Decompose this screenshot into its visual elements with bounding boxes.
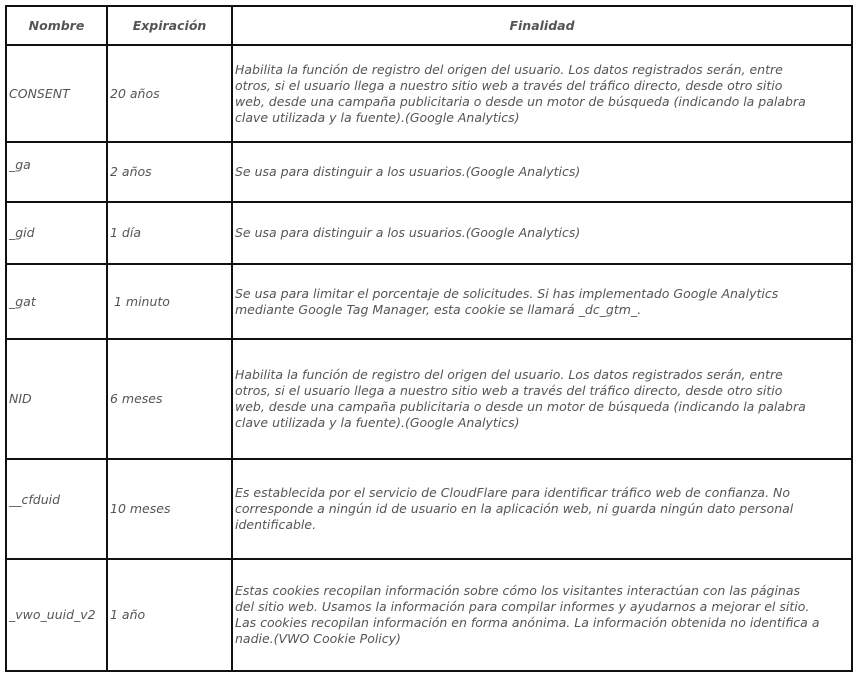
- cookie-name: __cfduid: [6, 459, 107, 559]
- cookie-expiration: 2 años: [107, 142, 232, 202]
- purpose-line: clave utilizada y la fuente).(Google Analytics): [235, 415, 520, 430]
- purpose-line: web, desde una campaña publicitaria o desde un motor de búsqueda (indicando la palabra: [235, 399, 806, 414]
- purpose-line: otros, si el usuario llega a nuestro sitio web a través del tráfico directo, desde otro sitio: [235, 383, 783, 398]
- table-row: [6, 559, 852, 671]
- cookie-purpose: [232, 339, 852, 459]
- cookie-expiration: 10 meses: [107, 459, 232, 559]
- purpose-line: del sitio web. Usamos la información para compilar informes y ayudarnos a mejorar el sitio.: [235, 599, 810, 614]
- cookie-name: NID: [6, 339, 107, 459]
- purpose-line: Se usa para limitar el porcentaje de solicitudes. Si has implementado Google Analytics: [235, 285, 779, 301]
- purpose-line: Es establecida por el servicio de CloudFlare para identificar tráfico web de confianza. No: [235, 485, 791, 500]
- purpose-line: mediante Google Tag Manager, esta cookie se llamará _dc_gtm_.: [235, 301, 642, 317]
- cookie-expiration: 20 años: [107, 45, 232, 142]
- cookie-name: _vwo_uuid_v2: [6, 559, 107, 671]
- cookie-expiration: 1 minuto: [107, 264, 232, 339]
- cookie-expiration: 6 meses: [107, 339, 232, 459]
- cookie-purpose: [232, 264, 852, 339]
- purpose-line: Habilita la función de registro del origen del usuario. Los datos registrados serán, entre: [235, 61, 783, 77]
- purpose-line: Se usa para distinguir a los usuarios.(Google Analytics): [235, 225, 581, 240]
- table-row: [6, 142, 852, 202]
- table-row: [6, 202, 852, 264]
- purpose-line: clave utilizada y la fuente).(Google Analytics): [235, 109, 520, 125]
- purpose-line: Se usa para distinguir a los usuarios.(Google Analytics): [235, 164, 581, 179]
- cookie-name: CONSENT: [6, 45, 107, 142]
- purpose-line: identificable.: [235, 517, 317, 532]
- cookie-name: _ga: [6, 142, 107, 202]
- purpose-line: Las cookies recopilan información en forma anónima. La información obtenida no identifica a: [235, 615, 820, 630]
- purpose-line: Estas cookies recopilan información sobre cómo los visitantes interactúan con las páginas: [235, 583, 801, 598]
- cookie-expiration: 1 año: [107, 559, 232, 671]
- header-expiracion: Expiración: [107, 6, 232, 45]
- cookie-purpose: [232, 202, 852, 264]
- purpose-line: nadie.(VWO Cookie Policy): [235, 631, 401, 646]
- table-row: [6, 45, 852, 142]
- header-finalidad: Finalidad: [232, 6, 852, 45]
- table-row: [6, 339, 852, 459]
- cookie-expiration: 1 día: [107, 202, 232, 264]
- cookie-purpose: [232, 45, 852, 142]
- purpose-line: corresponde a ningún id de usuario en la aplicación web, ni guarda ningún dato personal: [235, 501, 794, 516]
- cookie-purpose: [232, 142, 852, 202]
- header-row: [6, 6, 852, 45]
- cookie-purpose: [232, 559, 852, 671]
- header-nombre: Nombre: [6, 6, 107, 45]
- purpose-line: Habilita la función de registro del origen del usuario. Los datos registrados serán, entre: [235, 367, 783, 382]
- cookie-purpose: [232, 459, 852, 559]
- purpose-line: otros, si el usuario llega a nuestro sitio web a través del tráfico directo, desde otro sitio: [235, 77, 783, 93]
- purpose-line: web, desde una campaña publicitaria o desde un motor de búsqueda (indicando la palabra: [235, 93, 806, 109]
- cookies-table: [5, 5, 853, 672]
- table-row: [6, 264, 852, 339]
- cookie-name: _gat: [6, 264, 107, 339]
- table-row: [6, 459, 852, 559]
- cookie-name: _gid: [6, 202, 107, 264]
